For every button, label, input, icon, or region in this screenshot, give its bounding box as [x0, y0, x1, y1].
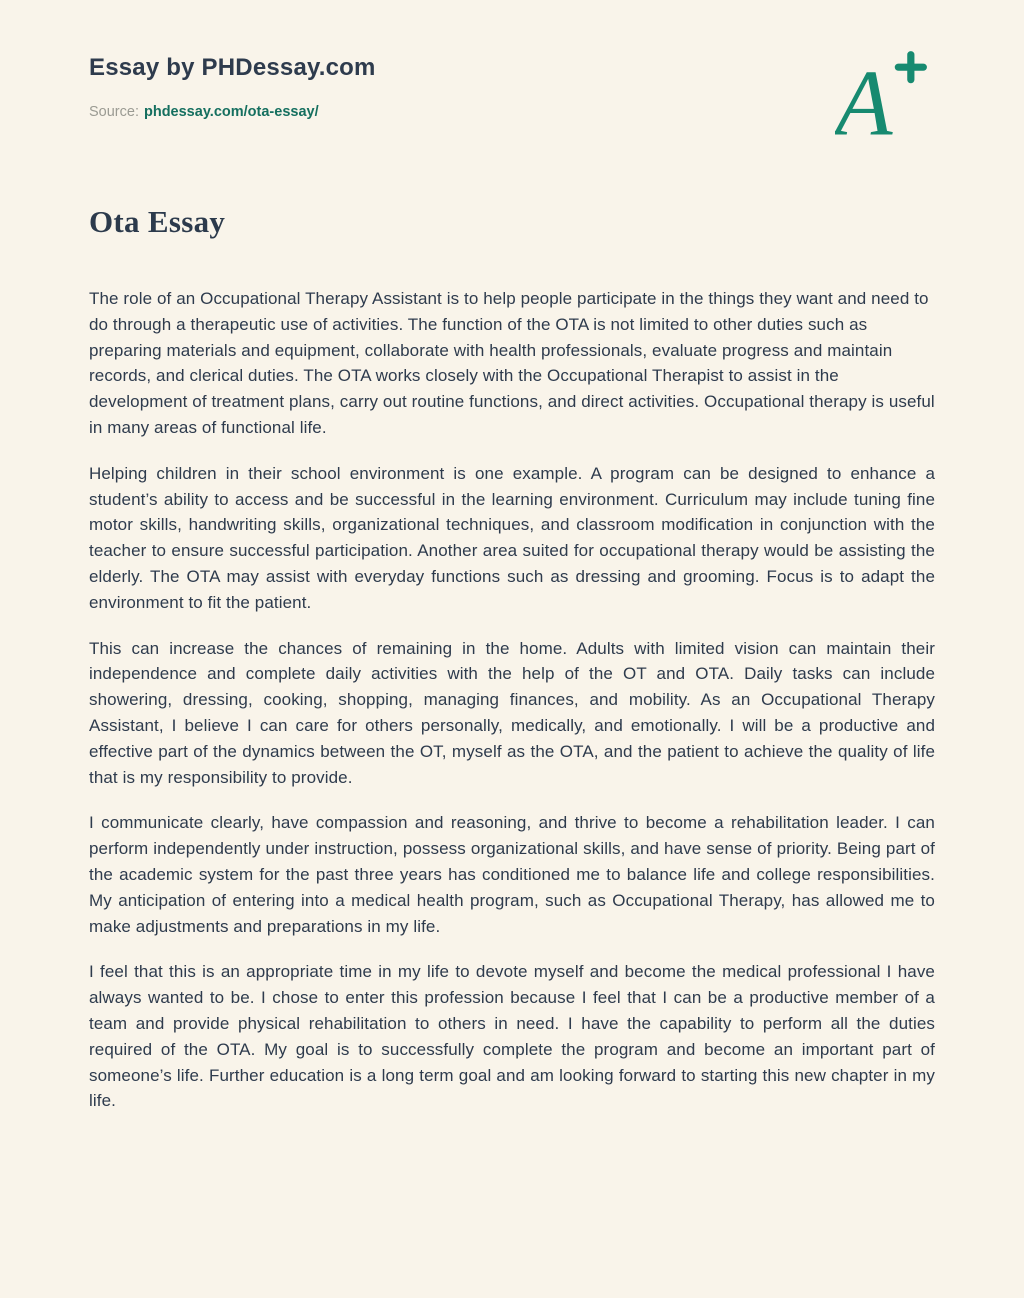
- source-label: Source:: [89, 104, 139, 120]
- source-link[interactable]: phdessay.com/ota-essay/: [143, 104, 319, 120]
- svg-text:A: A: [835, 51, 893, 146]
- essay-paragraph-2: Helping children in their school environment is one example. A program can be designed to enhance a student’s ability to access and be successful in the learning environment. Curriculum may include tuning fine motor skills, handwriting skills, organizational techniques, and classroom modification in conjunction with the teacher to ensure successful participation. Another area suited for occupational therapy would be assisting the elderly. The OTA may assist with everyday functions such as dressing and grooming. Focus is to adapt the environment to fit the patient.: [89, 463, 935, 612]
- page-header: [89, 46, 935, 146]
- essay-paragraph-5: I feel that this is an appropriate time in my life to devote myself and become the medical professional I have always wanted to be. I chose to enter this profession because I feel that I can be a productive member of a team and provide physical rehabilitation to others in need. I have the capability to perform all the duties required of the OTA. My goal is to successfully complete the program and become an important part of someone’s life. Further education is a long term goal and am looking forward to starting this new chapter in my life.: [89, 962, 935, 1111]
- essay-paragraph-3: This can increase the chances of remaining in the home. Adults with limited vision can maintain their independence and complete daily activities with the help of the OT and OTA. Daily tasks can include showering, dressing, cooking, shopping, managing finances, and mobility. As an Occupational Therapy Assistant, I believe I can care for others personally, medically, and emotionally. I will be a productive and effective part of the dynamics between the OT, myself as the OTA, and the patient to achieve the quality of life that is my responsibility to provide.: [89, 638, 935, 787]
- essay-body: [89, 286, 935, 1114]
- phdessay-aplus-logo-icon: [835, 46, 931, 146]
- essay-paragraph-1: The role of an Occupational Therapy Assistant is to help people participate in the things they want and need to do through a therapeutic use of activities. The function of the OTA is not limited to other duties such as preparing materials and equipment, collaborate with health professionals, evaluate progress and maintain records, and clerical duties. The OTA works closely with the Occupational Therapist to assist in the development of treatment plans, carry out routine functions, and direct activities. Occupational therapy is useful in many areas of functional life.: [89, 289, 935, 437]
- essay-title: Ota Essay: [89, 204, 226, 239]
- page-header-title: Essay by PHDessay.com: [89, 54, 376, 81]
- header-text-block: [89, 46, 376, 120]
- source-line: [89, 104, 376, 120]
- essay-paragraph-4: I communicate clearly, have compassion and reasoning, and thrive to become a rehabilitation leader. I can perform independently under instruction, possess organizational skills, and have sense of priority. Being part of the academic system for the past three years has conditioned me to balance life and college responsibilities. My anticipation of entering into a medical health program, such as Occupational Therapy, has allowed me to make adjustments and preparations in my life.: [89, 813, 935, 936]
